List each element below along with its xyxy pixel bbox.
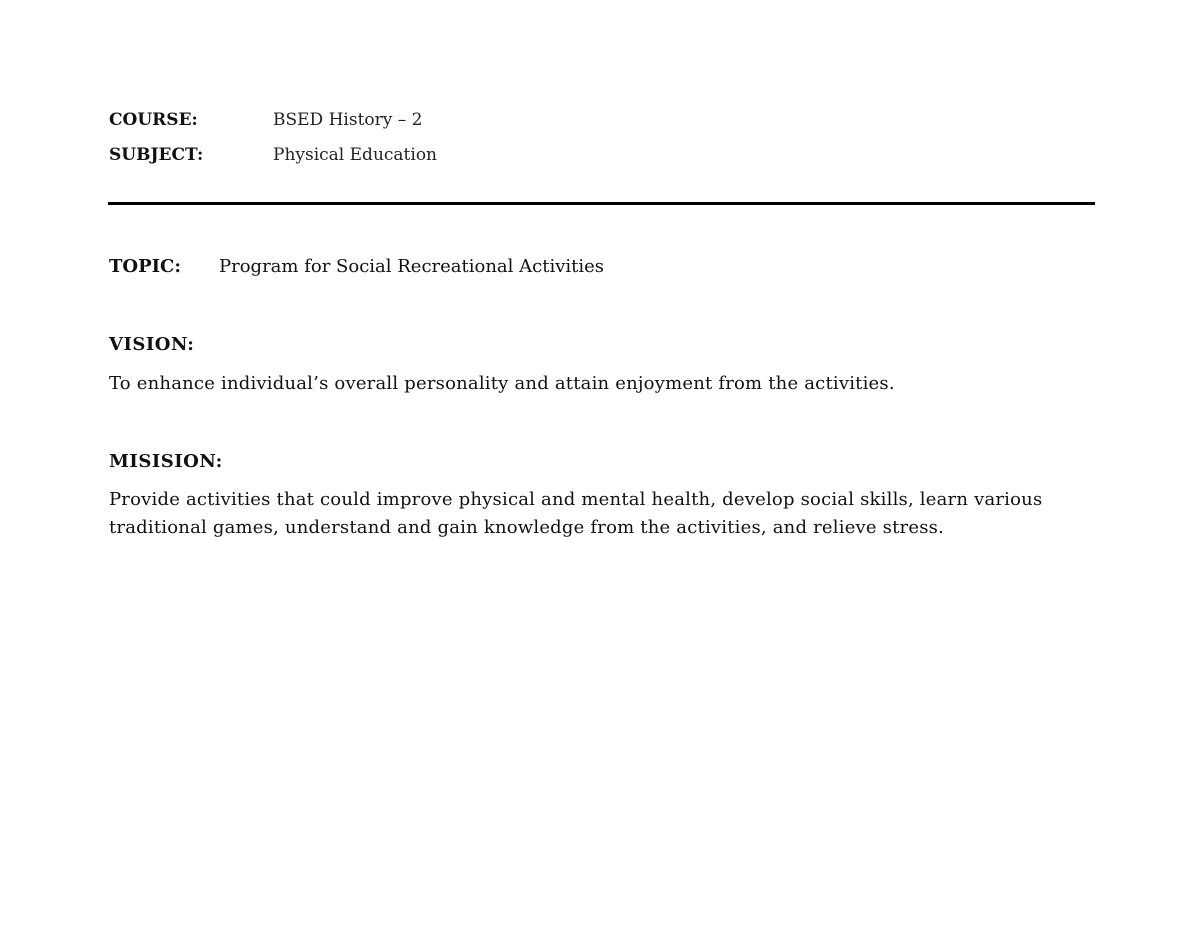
subject-value: Physical Education [273,145,437,165]
course-value: BSED History – 2 [273,110,423,130]
mission-text: Provide activities that could improve physical and mental health, develop social skills, learn various traditional games, understand and gain knowledge from the activities, and relieve stress. [109,489,1043,538]
mission-heading: MISISION: [109,451,223,472]
topic-label: TOPIC: [109,256,181,277]
course-label: COURSE: [109,110,198,130]
vision-heading: VISION: [109,334,195,355]
topic-row [109,255,604,279]
header-divider [108,202,1095,205]
vision-text: To enhance individual’s overall personality and attain enjoyment from the activities. [109,373,895,394]
subject-label: SUBJECT: [109,145,204,165]
subject-row [109,144,437,166]
topic-value: Program for Social Recreational Activities [219,256,605,277]
course-row [109,109,423,131]
